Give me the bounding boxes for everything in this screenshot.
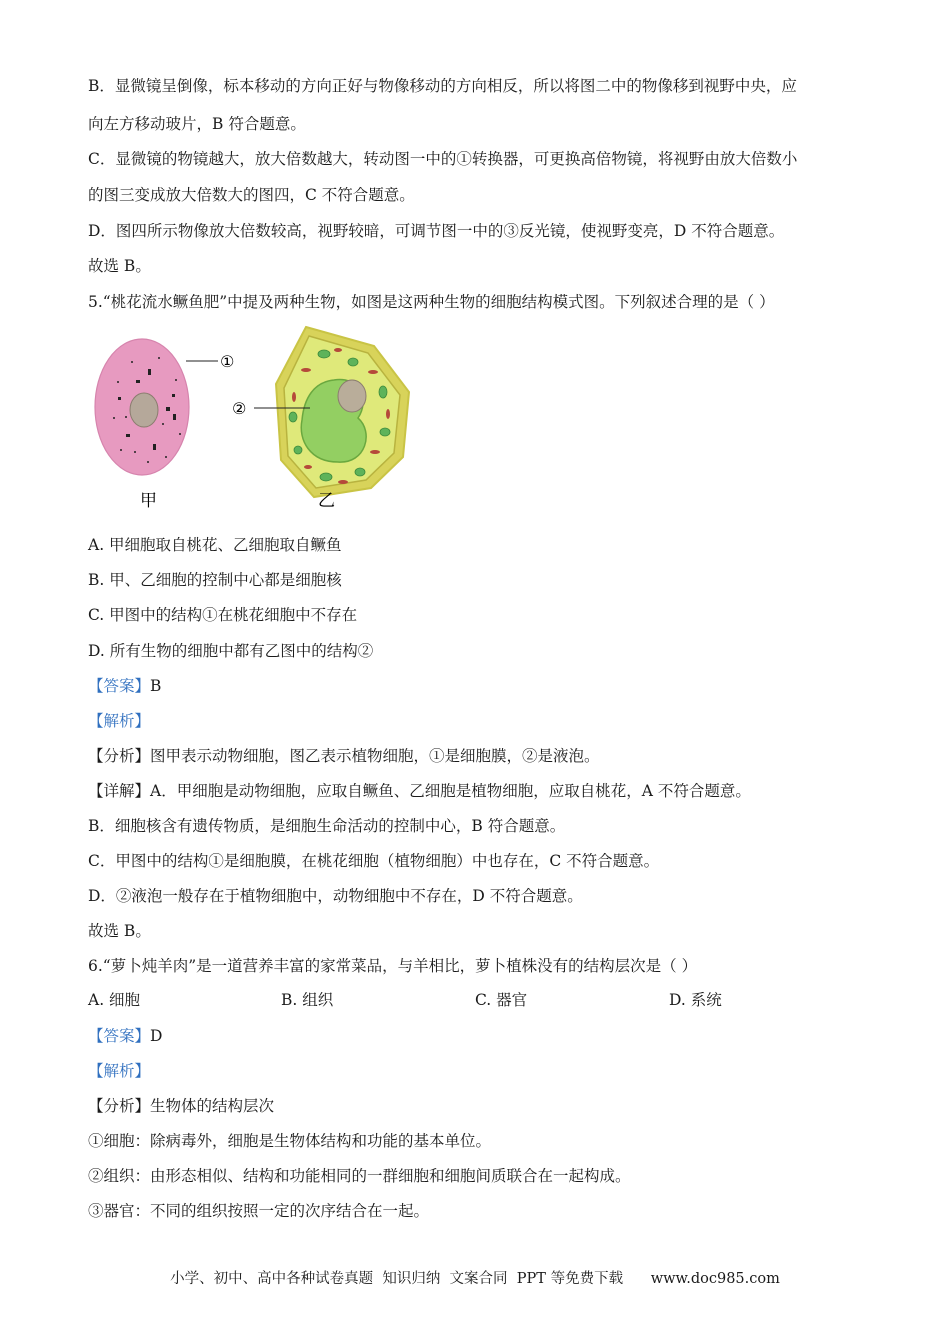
q5-option-a: A. 甲细胞取自桃花、乙细胞取自鳜鱼 (88, 536, 342, 554)
q5-option-d: D. 所有生物的细胞中都有乙图中的结构② (88, 642, 374, 660)
answer-tag: 【答案】 (88, 677, 151, 695)
q6-option-b: B. 组织 (281, 991, 334, 1009)
question-6-stem: 6.“萝卜炖羊肉”是一道营养丰富的家常菜品，与羊相比，萝卜植株没有的结构层次是（ ） (88, 957, 698, 975)
animal-cell (95, 339, 189, 475)
answer-tag: 【答案】 (88, 1027, 151, 1045)
q6-options (88, 989, 868, 1011)
q6-analysis-heading (88, 1060, 150, 1082)
q6-option-c: C. 器官 (475, 991, 528, 1009)
xiangjie-text: A．甲细胞是动物细胞，应取自鳜鱼、乙细胞是植物细胞，应取自桃花，A 不符合题意。 (150, 782, 751, 800)
plant-cell (276, 327, 409, 497)
text-line: 的图三变成放大倍数大的图四，C 不符合题意。 (88, 186, 415, 204)
q5-conclusion: 故选 B。 (88, 922, 151, 940)
fenxi-text: 图甲表示动物细胞，图乙表示植物细胞，①是细胞膜，②是液泡。 (150, 747, 600, 765)
q5-detail-line: B．细胞核含有遗传物质，是细胞生命活动的控制中心，B 符合题意。 (88, 817, 566, 835)
q5-detail-line: D．②液泡一般存在于植物细胞中，动物细胞中不存在，D 不符合题意。 (88, 887, 583, 905)
xiangjie-tag: 【详解】 (88, 782, 151, 800)
text-line: 故选 B。 (88, 257, 151, 275)
q5-fenxi (88, 745, 600, 767)
caption-jia: 甲 (140, 491, 157, 511)
fenxi-tag: 【分析】 (88, 1097, 151, 1115)
q6-point: ③器官：不同的组织按照一定的次序结合在一起。 (88, 1202, 430, 1220)
cell-diagram (88, 322, 428, 514)
q6-option-a: A. 细胞 (88, 991, 141, 1009)
page-footer: 小学、初中、高中各种试卷真题 知识归纳 文案合同 PPT 等免费下载 www.doc985.com (170, 1271, 780, 1287)
text-line: C．显微镜的物镜越大，放大倍数越大，转动图一中的①转换器，可更换高倍物镜，将视野由放大倍数小 (88, 150, 798, 168)
text-line: B．显微镜呈倒像，标本移动的方向正好与物像移动的方向相反，所以将图二中的物像移到视野中央，应 (88, 77, 797, 95)
text-line: D．图四所示物像放大倍数较高，视野较暗，可调节图一中的③反光镜，使视野变亮，D 不符合题意。 (88, 222, 785, 240)
answer-value: B (150, 677, 162, 695)
q5-xiangjie (88, 780, 751, 802)
fenxi-tag: 【分析】 (88, 747, 151, 765)
q5-option-b: B. 甲、乙细胞的控制中心都是细胞核 (88, 571, 342, 589)
q6-option-d: D. 系统 (669, 991, 722, 1009)
q5-detail-line: C．甲图中的结构①是细胞膜，在桃花细胞（植物细胞）中也存在，C 不符合题意。 (88, 852, 660, 870)
cell-figure (88, 322, 428, 518)
text-line: 向左方移动玻片，B 符合题意。 (88, 115, 306, 133)
answer-value: D (150, 1027, 163, 1045)
q6-point: ①细胞：除病毒外，细胞是生物体结构和功能的基本单位。 (88, 1132, 492, 1150)
q5-option-c: C. 甲图中的结构①在桃花细胞中不存在 (88, 606, 358, 624)
analysis-tag: 【解析】 (88, 712, 151, 730)
q6-point: ②组织：由形态相似、结构和功能相同的一群细胞和细胞间质联合在一起构成。 (88, 1167, 631, 1185)
label-1: ① (220, 352, 235, 371)
label-2: ② (232, 399, 247, 418)
q6-answer (88, 1025, 162, 1047)
q5-analysis-heading (88, 710, 150, 732)
analysis-tag: 【解析】 (88, 1062, 151, 1080)
q5-answer (88, 675, 161, 697)
fenxi-text: 生物体的结构层次 (150, 1097, 275, 1115)
q6-fenxi (88, 1095, 274, 1117)
caption-yi: 乙 (318, 491, 335, 511)
question-5-stem: 5.“桃花流水鳜鱼肥”中提及两种生物，如图是这两种生物的细胞结构模式图。下列叙述合理的是（ ） (88, 293, 775, 311)
